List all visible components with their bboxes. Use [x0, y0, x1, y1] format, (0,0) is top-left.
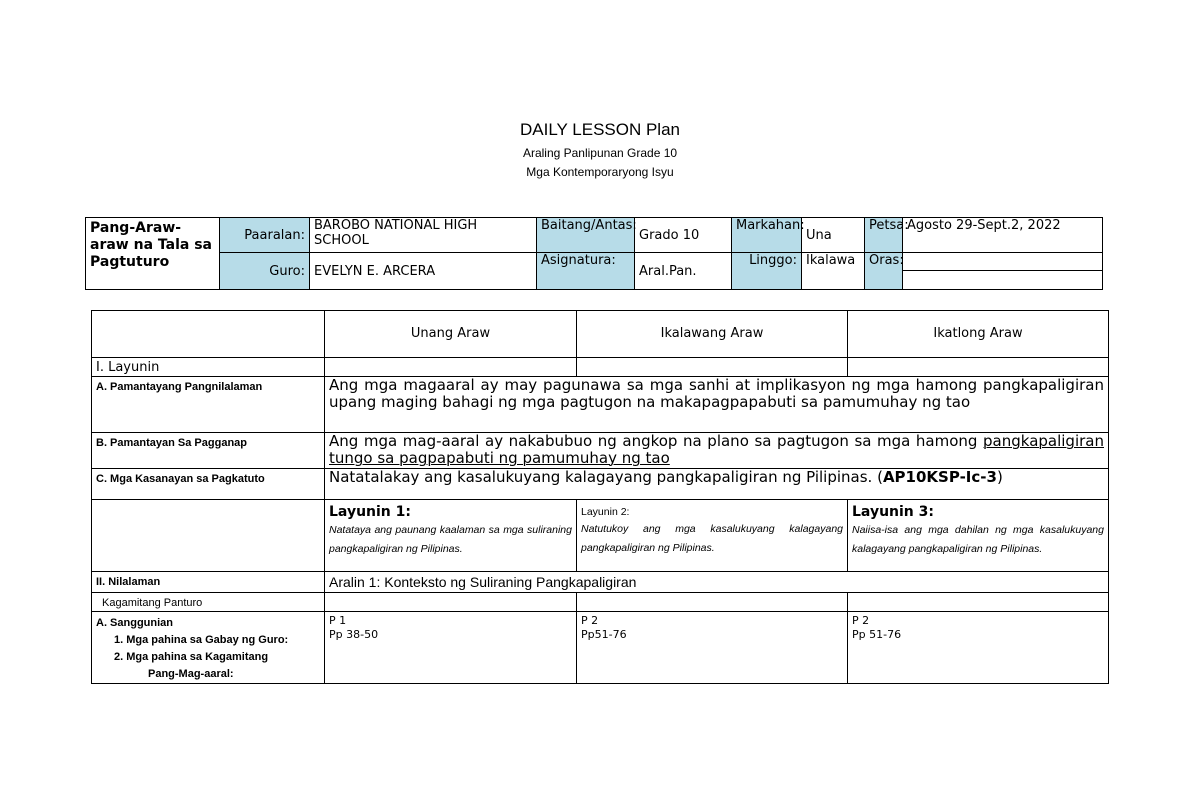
paaralan-label: Paaralan:: [220, 218, 310, 253]
paaralan-value: BAROBO NATIONAL HIGH SCHOOL: [310, 218, 537, 253]
oras-label: Oras:: [865, 253, 903, 290]
nilalaman-text: Aralin 1: Konteksto ng Suliraning Pangkapaligiran: [325, 572, 1109, 593]
kasanayan-text: [325, 469, 1109, 500]
kasanayan-label: C. Mga Kasanayan sa Pagkatuto: [92, 469, 325, 500]
kasanayan-code: AP10KSP-Ic-3: [882, 468, 997, 486]
guro-label: Guro:: [220, 253, 310, 290]
linggo-value: Ikalawa: [802, 253, 865, 290]
document-subtitle-topic: Mga Kontemporaryong Isyu: [526, 165, 674, 179]
empty-cell: [577, 593, 848, 612]
reference-day2: [577, 612, 848, 684]
ref3-pages: Pp 51-76: [852, 628, 902, 641]
layunin2-text: Natutukoy ang mga kasalukuyang kalagayang pangkapaligiran ng Pilipinas.: [581, 523, 843, 554]
layunin3-text: Naiisa-isa ang mga dahilan ng mga kasalukuyang kalagayang pangkapaligiran ng Pilipinas.: [852, 524, 1104, 555]
layunin2-cell: [577, 500, 848, 572]
markahan-value: Una: [802, 218, 865, 253]
layunin2-heading: Layunin 2:: [581, 506, 630, 518]
kasanayan-close: ): [996, 468, 1003, 486]
layunin1-heading: Layunin 1:: [329, 504, 411, 520]
pamantayang-label: A. Pamantayang Pangnilalaman: [92, 377, 325, 433]
asignatura-value: Aral.Pan.: [635, 253, 732, 290]
layunin1-text: Natataya ang paunang kaalaman sa mga suliraning pangkapaligiran ng Pilipinas.: [329, 524, 572, 555]
document-title: DAILY LESSON Plan: [519, 120, 680, 139]
layunin-heading: I. Layunin: [92, 358, 325, 377]
pangmag-label: Pang-Mag-aaral:: [148, 668, 234, 680]
layunin3-cell: [848, 500, 1109, 572]
baitang-value: Grado 10: [635, 218, 732, 253]
asignatura-label: Asignatura:: [537, 253, 635, 290]
column-header-day3: Ikatlong Araw: [848, 311, 1109, 358]
empty-corner-cell: [92, 311, 325, 358]
ref2-pages: Pp51-76: [581, 628, 627, 641]
ref1-pages: Pp 38-50: [329, 628, 379, 641]
ref1-page: P 1: [329, 614, 347, 627]
baitang-label: Baitang/Antas:: [537, 218, 635, 253]
layunin3-heading: Layunin 3:: [852, 504, 934, 520]
ref2-page: P 2: [581, 614, 599, 627]
layunin1-cell: [325, 500, 577, 572]
empty-cell: [92, 500, 325, 572]
sanggunian-cell: [92, 612, 325, 684]
pagganap-text: [325, 433, 1109, 469]
oras-value: [903, 253, 1103, 290]
empty-cell: [325, 593, 577, 612]
header-info-table: [85, 217, 1103, 290]
lesson-plan-table: [91, 310, 1109, 684]
pagganap-text-line1: Ang mga mag-aaral ay nakabubuo ng angkop na plano sa pagtugon sa mga hamong: [329, 432, 984, 450]
empty-cell: [848, 593, 1109, 612]
gabay-label: 1. Mga pahina sa Gabay ng Guro:: [114, 634, 289, 646]
pagganap-text-line2: pangkapaligiran tungo sa pagpapabuti ng pamumuhay ng tao: [329, 432, 1104, 467]
column-header-day2: Ikalawang Araw: [577, 311, 848, 358]
empty-cell: [577, 358, 848, 377]
sanggunian-label: A. Sanggunian: [96, 617, 173, 629]
document-subtitle-subject: Araling Panlipunan Grade 10: [522, 146, 678, 160]
kagamitan-label: Kagamitang Panturo: [92, 593, 325, 612]
linggo-label: Linggo:: [732, 253, 802, 290]
doc-type-label: Pang-Araw-araw na Tala sa Pagtuturo: [86, 218, 220, 290]
kasanayan-description: Natatalakay ang kasalukuyang kalagayang pangkapaligiran ng Pilipinas. (: [329, 468, 883, 486]
pagganap-label: B. Pamantayan Sa Pagganap: [92, 433, 325, 469]
guro-value: EVELYN E. ARCERA: [310, 253, 537, 290]
petsa-value: Agosto 29-Sept.2, 2022: [903, 218, 1103, 253]
ref3-page: P 2: [852, 614, 870, 627]
reference-day3: [848, 612, 1109, 684]
reference-day1: [325, 612, 577, 684]
markahan-label: Markahan:: [732, 218, 802, 253]
empty-cell: [848, 358, 1109, 377]
pamantayang-text: Ang mga magaaral ay may pagunawa sa mga sanhi at implikasyon ng mga hamong pangkapaligiran upang maging bahagi ng mga pagtugon na makapagpapabuti sa pamumuhay ng tao: [325, 377, 1109, 433]
empty-cell: [325, 358, 577, 377]
column-header-day1: Unang Araw: [325, 311, 577, 358]
nilalaman-label: II. Nilalaman: [92, 572, 325, 593]
kagamitang-label: 2. Mga pahina sa Kagamitang: [114, 651, 269, 663]
petsa-label: Petsa:: [865, 218, 903, 253]
